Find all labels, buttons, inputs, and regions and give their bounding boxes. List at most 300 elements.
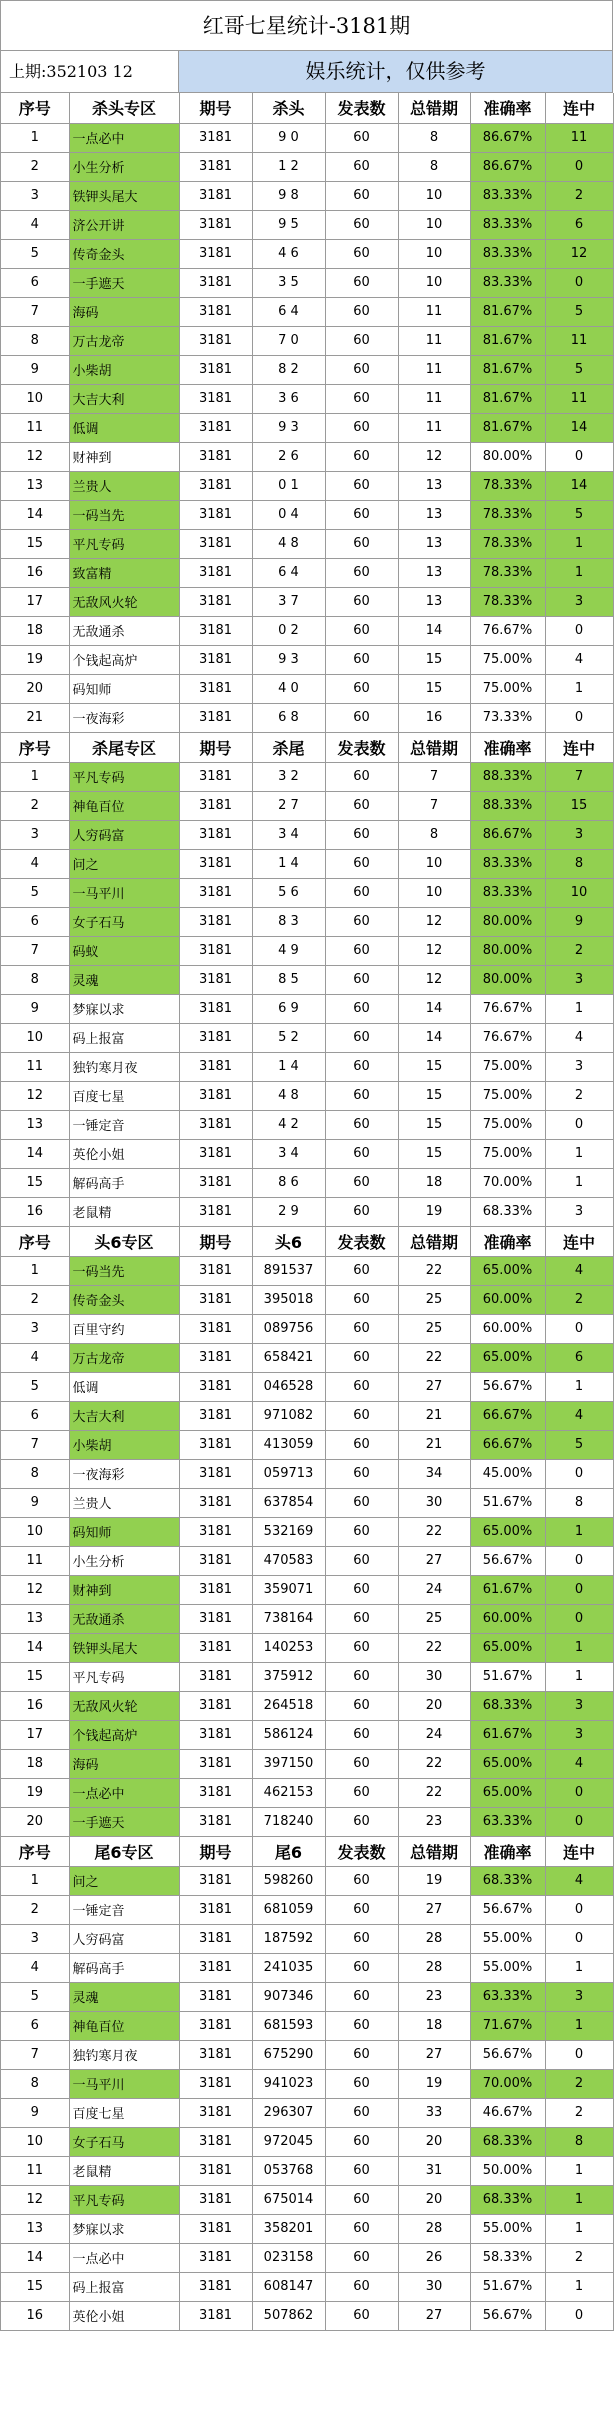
- table-row: [1, 1023, 613, 1052]
- accuracy-rate: 81.67%: [470, 413, 545, 442]
- issue-number: 3181: [179, 355, 252, 384]
- accuracy-rate: 65.00%: [470, 1517, 545, 1546]
- table-row: [1, 210, 613, 239]
- pick-value: 507862: [252, 2301, 325, 2330]
- column-header: 连中: [545, 732, 613, 762]
- pick-value: 9 5: [252, 210, 325, 239]
- accuracy-rate: 81.67%: [470, 355, 545, 384]
- accuracy-rate: 65.00%: [470, 1343, 545, 1372]
- post-count: 60: [325, 2243, 398, 2272]
- issue-number: 3181: [179, 210, 252, 239]
- table-row: [1, 587, 613, 616]
- accuracy-rate: 56.67%: [470, 1372, 545, 1401]
- error-count: 10: [398, 181, 470, 210]
- win-streak: 0: [545, 1314, 613, 1343]
- table-row: [1, 1924, 613, 1953]
- pick-value: 358201: [252, 2214, 325, 2243]
- accuracy-rate: 88.33%: [470, 762, 545, 791]
- accuracy-rate: 68.33%: [470, 2185, 545, 2214]
- row-number: 7: [1, 1430, 69, 1459]
- issue-number: 3181: [179, 1953, 252, 1982]
- win-streak: 1: [545, 994, 613, 1023]
- pick-value: 9 0: [252, 123, 325, 152]
- issue-number: 3181: [179, 1430, 252, 1459]
- error-count: 28: [398, 2214, 470, 2243]
- table-row: [1, 762, 613, 791]
- column-header: 杀头专区: [69, 93, 179, 123]
- win-streak: 1: [545, 2156, 613, 2185]
- accuracy-rate: 51.67%: [470, 1662, 545, 1691]
- post-count: 60: [325, 1866, 398, 1895]
- forecaster-name: 小柴胡: [69, 355, 179, 384]
- issue-number: 3181: [179, 1778, 252, 1807]
- forecaster-name: 英伦小姐: [69, 1139, 179, 1168]
- post-count: 60: [325, 1081, 398, 1110]
- table-row: [1, 1343, 613, 1372]
- row-number: 6: [1, 268, 69, 297]
- win-streak: 0: [545, 1546, 613, 1575]
- accuracy-rate: 66.67%: [470, 1401, 545, 1430]
- table-row: [1, 442, 613, 471]
- row-number: 4: [1, 849, 69, 878]
- win-streak: 0: [545, 1110, 613, 1139]
- forecaster-name: 梦寐以求: [69, 994, 179, 1023]
- post-count: 60: [325, 1691, 398, 1720]
- issue-number: 3181: [179, 2156, 252, 2185]
- accuracy-rate: 88.33%: [470, 791, 545, 820]
- pick-value: 1 4: [252, 849, 325, 878]
- pick-value: 681593: [252, 2011, 325, 2040]
- row-number: 10: [1, 2127, 69, 2156]
- pick-value: 2 7: [252, 791, 325, 820]
- pick-value: 971082: [252, 1401, 325, 1430]
- accuracy-rate: 70.00%: [470, 1168, 545, 1197]
- row-number: 10: [1, 384, 69, 413]
- forecaster-name: 大吉大利: [69, 1401, 179, 1430]
- issue-number: 3181: [179, 820, 252, 849]
- row-number: 9: [1, 2098, 69, 2127]
- forecaster-name: 致富精: [69, 558, 179, 587]
- post-count: 60: [325, 1807, 398, 1836]
- forecaster-name: 无敌通杀: [69, 616, 179, 645]
- accuracy-rate: 70.00%: [470, 2069, 545, 2098]
- column-header: 序号: [1, 1836, 69, 1866]
- row-number: 12: [1, 1081, 69, 1110]
- forecaster-name: 平凡专码: [69, 2185, 179, 2214]
- table-row: [1, 1633, 613, 1662]
- forecaster-name: 码蚁: [69, 936, 179, 965]
- pick-value: 5 2: [252, 1023, 325, 1052]
- post-count: 60: [325, 384, 398, 413]
- win-streak: 5: [545, 1430, 613, 1459]
- row-number: 3: [1, 820, 69, 849]
- row-number: 9: [1, 994, 69, 1023]
- pick-value: 532169: [252, 1517, 325, 1546]
- forecaster-name: 大吉大利: [69, 384, 179, 413]
- error-count: 18: [398, 1168, 470, 1197]
- win-streak: 0: [545, 1459, 613, 1488]
- accuracy-rate: 83.33%: [470, 849, 545, 878]
- forecaster-name: 兰贵人: [69, 471, 179, 500]
- error-count: 20: [398, 2185, 470, 2214]
- error-count: 11: [398, 384, 470, 413]
- win-streak: 15: [545, 791, 613, 820]
- row-number: 3: [1, 1314, 69, 1343]
- disclaimer-banner: 娱乐统计，仅供参考: [179, 51, 613, 92]
- issue-number: 3181: [179, 384, 252, 413]
- win-streak: 1: [545, 674, 613, 703]
- table-row: [1, 994, 613, 1023]
- pick-value: 375912: [252, 1662, 325, 1691]
- post-count: 60: [325, 1575, 398, 1604]
- pick-value: 718240: [252, 1807, 325, 1836]
- forecaster-name: 海码: [69, 297, 179, 326]
- post-count: 60: [325, 1314, 398, 1343]
- error-count: 15: [398, 674, 470, 703]
- post-count: 60: [325, 2098, 398, 2127]
- table-row: [1, 1052, 613, 1081]
- win-streak: 2: [545, 936, 613, 965]
- pick-value: 907346: [252, 1982, 325, 2011]
- post-count: 60: [325, 1023, 398, 1052]
- win-streak: 9: [545, 907, 613, 936]
- post-count: 60: [325, 210, 398, 239]
- issue-number: 3181: [179, 2127, 252, 2156]
- win-streak: 0: [545, 1807, 613, 1836]
- accuracy-rate: 65.00%: [470, 1749, 545, 1778]
- post-count: 60: [325, 2156, 398, 2185]
- forecaster-name: 一手遮天: [69, 1807, 179, 1836]
- post-count: 60: [325, 2272, 398, 2301]
- pick-value: 2 6: [252, 442, 325, 471]
- row-number: 8: [1, 326, 69, 355]
- issue-number: 3181: [179, 442, 252, 471]
- pick-value: 187592: [252, 1924, 325, 1953]
- error-count: 8: [398, 123, 470, 152]
- error-count: 18: [398, 2011, 470, 2040]
- issue-number: 3181: [179, 2272, 252, 2301]
- forecaster-name: 无敌通杀: [69, 1604, 179, 1633]
- win-streak: 0: [545, 2040, 613, 2069]
- pick-value: 3 4: [252, 820, 325, 849]
- pick-value: 0 2: [252, 616, 325, 645]
- error-count: 26: [398, 2243, 470, 2272]
- issue-number: 3181: [179, 1924, 252, 1953]
- accuracy-rate: 75.00%: [470, 674, 545, 703]
- issue-number: 3181: [179, 1197, 252, 1226]
- post-count: 60: [325, 1110, 398, 1139]
- accuracy-rate: 55.00%: [470, 2214, 545, 2243]
- accuracy-rate: 86.67%: [470, 123, 545, 152]
- table-row: [1, 239, 613, 268]
- row-number: 11: [1, 413, 69, 442]
- win-streak: 11: [545, 326, 613, 355]
- issue-number: 3181: [179, 1110, 252, 1139]
- issue-number: 3181: [179, 1139, 252, 1168]
- post-count: 60: [325, 1372, 398, 1401]
- win-streak: 3: [545, 587, 613, 616]
- win-streak: 3: [545, 1982, 613, 2011]
- error-count: 11: [398, 355, 470, 384]
- error-count: 12: [398, 965, 470, 994]
- post-count: 60: [325, 907, 398, 936]
- win-streak: 5: [545, 500, 613, 529]
- accuracy-rate: 80.00%: [470, 907, 545, 936]
- issue-number: 3181: [179, 1314, 252, 1343]
- issue-number: 3181: [179, 2040, 252, 2069]
- forecaster-name: 铁钾头尾大: [69, 181, 179, 210]
- forecaster-name: 问之: [69, 1866, 179, 1895]
- win-streak: 8: [545, 849, 613, 878]
- win-streak: 5: [545, 355, 613, 384]
- post-count: 60: [325, 558, 398, 587]
- forecaster-name: 一码当先: [69, 500, 179, 529]
- forecaster-name: 万古龙帝: [69, 1343, 179, 1372]
- accuracy-rate: 56.67%: [470, 1895, 545, 1924]
- win-streak: 0: [545, 2301, 613, 2330]
- accuracy-rate: 61.67%: [470, 1720, 545, 1749]
- accuracy-rate: 86.67%: [470, 820, 545, 849]
- issue-number: 3181: [179, 2243, 252, 2272]
- row-number: 3: [1, 181, 69, 210]
- previous-result: 上期:352103 12: [1, 51, 179, 92]
- issue-number: 3181: [179, 1720, 252, 1749]
- error-count: 7: [398, 762, 470, 791]
- error-count: 22: [398, 1517, 470, 1546]
- table-row: [1, 1139, 613, 1168]
- table-row: [1, 2214, 613, 2243]
- error-count: 27: [398, 1895, 470, 1924]
- issue-number: 3181: [179, 239, 252, 268]
- stats-table: [1, 93, 614, 2331]
- post-count: 60: [325, 2185, 398, 2214]
- issue-number: 3181: [179, 936, 252, 965]
- forecaster-name: 小柴胡: [69, 1430, 179, 1459]
- table-row: [1, 529, 613, 558]
- issue-number: 3181: [179, 1691, 252, 1720]
- row-number: 1: [1, 123, 69, 152]
- row-number: 16: [1, 558, 69, 587]
- post-count: 60: [325, 1488, 398, 1517]
- table-row: [1, 965, 613, 994]
- post-count: 60: [325, 471, 398, 500]
- table-row: [1, 1807, 613, 1836]
- row-number: 6: [1, 907, 69, 936]
- row-number: 15: [1, 529, 69, 558]
- accuracy-rate: 50.00%: [470, 2156, 545, 2185]
- column-header: 序号: [1, 1226, 69, 1256]
- accuracy-rate: 60.00%: [470, 1285, 545, 1314]
- post-count: 60: [325, 645, 398, 674]
- table-row: [1, 1517, 613, 1546]
- table-row: [1, 878, 613, 907]
- post-count: 60: [325, 181, 398, 210]
- accuracy-rate: 76.67%: [470, 616, 545, 645]
- win-streak: 0: [545, 442, 613, 471]
- win-streak: 2: [545, 2243, 613, 2272]
- row-number: 13: [1, 471, 69, 500]
- pick-value: 8 5: [252, 965, 325, 994]
- forecaster-name: 独钓寒月夜: [69, 2040, 179, 2069]
- stats-table-body: [1, 93, 613, 2330]
- win-streak: 2: [545, 1285, 613, 1314]
- row-number: 18: [1, 616, 69, 645]
- table-row: [1, 1372, 613, 1401]
- accuracy-rate: 73.33%: [470, 703, 545, 732]
- win-streak: 0: [545, 1895, 613, 1924]
- issue-number: 3181: [179, 1168, 252, 1197]
- accuracy-rate: 51.67%: [470, 2272, 545, 2301]
- post-count: 60: [325, 820, 398, 849]
- win-streak: 2: [545, 2098, 613, 2127]
- pick-value: 4 8: [252, 1081, 325, 1110]
- row-number: 7: [1, 936, 69, 965]
- accuracy-rate: 61.67%: [470, 1575, 545, 1604]
- error-count: 14: [398, 994, 470, 1023]
- win-streak: 1: [545, 1517, 613, 1546]
- column-header: 发表数: [325, 93, 398, 123]
- issue-number: 3181: [179, 471, 252, 500]
- error-count: 14: [398, 616, 470, 645]
- forecaster-name: 梦寐以求: [69, 2214, 179, 2243]
- pick-value: 6 4: [252, 297, 325, 326]
- table-row: [1, 1488, 613, 1517]
- issue-number: 3181: [179, 878, 252, 907]
- win-streak: 0: [545, 1924, 613, 1953]
- error-count: 27: [398, 1546, 470, 1575]
- pick-value: 658421: [252, 1343, 325, 1372]
- issue-number: 3181: [179, 2301, 252, 2330]
- issue-number: 3181: [179, 1633, 252, 1662]
- win-streak: 3: [545, 965, 613, 994]
- error-count: 15: [398, 1110, 470, 1139]
- row-number: 16: [1, 2301, 69, 2330]
- column-header: 头6专区: [69, 1226, 179, 1256]
- win-streak: 1: [545, 1662, 613, 1691]
- post-count: 60: [325, 2040, 398, 2069]
- post-count: 60: [325, 500, 398, 529]
- row-number: 21: [1, 703, 69, 732]
- win-streak: 1: [545, 1953, 613, 1982]
- forecaster-name: 一锤定音: [69, 1110, 179, 1139]
- pick-value: 738164: [252, 1604, 325, 1633]
- forecaster-name: 平凡专码: [69, 529, 179, 558]
- accuracy-rate: 75.00%: [470, 645, 545, 674]
- forecaster-name: 码知师: [69, 1517, 179, 1546]
- win-streak: 0: [545, 152, 613, 181]
- error-count: 20: [398, 1691, 470, 1720]
- error-count: 25: [398, 1314, 470, 1343]
- error-count: 10: [398, 268, 470, 297]
- pick-value: 3 5: [252, 268, 325, 297]
- pick-value: 296307: [252, 2098, 325, 2127]
- post-count: 60: [325, 1168, 398, 1197]
- column-header: 总错期: [398, 732, 470, 762]
- column-header: 准确率: [470, 1226, 545, 1256]
- error-count: 14: [398, 1023, 470, 1052]
- forecaster-name: 人穷码富: [69, 1924, 179, 1953]
- table-row: [1, 2156, 613, 2185]
- win-streak: 4: [545, 1401, 613, 1430]
- pick-value: 675014: [252, 2185, 325, 2214]
- win-streak: 14: [545, 471, 613, 500]
- pick-value: 6 9: [252, 994, 325, 1023]
- post-count: 60: [325, 1343, 398, 1372]
- column-header: 序号: [1, 93, 69, 123]
- row-number: 5: [1, 1372, 69, 1401]
- error-count: 8: [398, 152, 470, 181]
- pick-value: 586124: [252, 1720, 325, 1749]
- row-number: 1: [1, 762, 69, 791]
- issue-number: 3181: [179, 994, 252, 1023]
- forecaster-name: 一锤定音: [69, 1895, 179, 1924]
- table-row: [1, 1575, 613, 1604]
- table-row: [1, 181, 613, 210]
- post-count: 60: [325, 1720, 398, 1749]
- pick-value: 462153: [252, 1778, 325, 1807]
- win-streak: 0: [545, 1575, 613, 1604]
- accuracy-rate: 65.00%: [470, 1633, 545, 1662]
- issue-number: 3181: [179, 965, 252, 994]
- forecaster-name: 灵魂: [69, 1982, 179, 2011]
- pick-value: 241035: [252, 1953, 325, 1982]
- column-header: 期号: [179, 93, 252, 123]
- forecaster-name: 一点必中: [69, 123, 179, 152]
- post-count: 60: [325, 762, 398, 791]
- forecaster-name: 个钱起高炉: [69, 645, 179, 674]
- subheader: [1, 51, 613, 93]
- error-count: 28: [398, 1953, 470, 1982]
- issue-number: 3181: [179, 1604, 252, 1633]
- row-number: 9: [1, 1488, 69, 1517]
- issue-number: 3181: [179, 703, 252, 732]
- forecaster-name: 一夜海彩: [69, 703, 179, 732]
- accuracy-rate: 78.33%: [470, 558, 545, 587]
- win-streak: 8: [545, 1488, 613, 1517]
- accuracy-rate: 55.00%: [470, 1953, 545, 1982]
- post-count: 60: [325, 1924, 398, 1953]
- table-row: [1, 2272, 613, 2301]
- issue-number: 3181: [179, 123, 252, 152]
- forecaster-name: 无敌风火轮: [69, 587, 179, 616]
- error-count: 15: [398, 1139, 470, 1168]
- table-row: [1, 791, 613, 820]
- table-row: [1, 1546, 613, 1575]
- row-number: 14: [1, 500, 69, 529]
- forecaster-name: 独钓寒月夜: [69, 1052, 179, 1081]
- issue-number: 3181: [179, 2214, 252, 2243]
- pick-value: 7 0: [252, 326, 325, 355]
- row-number: 4: [1, 210, 69, 239]
- accuracy-rate: 75.00%: [470, 1139, 545, 1168]
- forecaster-name: 百里守约: [69, 1314, 179, 1343]
- column-header: 期号: [179, 732, 252, 762]
- issue-number: 3181: [179, 907, 252, 936]
- row-number: 20: [1, 1807, 69, 1836]
- pick-value: 0 1: [252, 471, 325, 500]
- forecaster-name: 平凡专码: [69, 762, 179, 791]
- column-header: 准确率: [470, 732, 545, 762]
- issue-number: 3181: [179, 1372, 252, 1401]
- error-count: 16: [398, 703, 470, 732]
- error-count: 20: [398, 2127, 470, 2156]
- row-number: 15: [1, 1168, 69, 1197]
- pick-value: 3 6: [252, 384, 325, 413]
- column-header: 尾6专区: [69, 1836, 179, 1866]
- table-row: [1, 1953, 613, 1982]
- forecaster-name: 平凡专码: [69, 1662, 179, 1691]
- forecaster-name: 女子石马: [69, 2127, 179, 2156]
